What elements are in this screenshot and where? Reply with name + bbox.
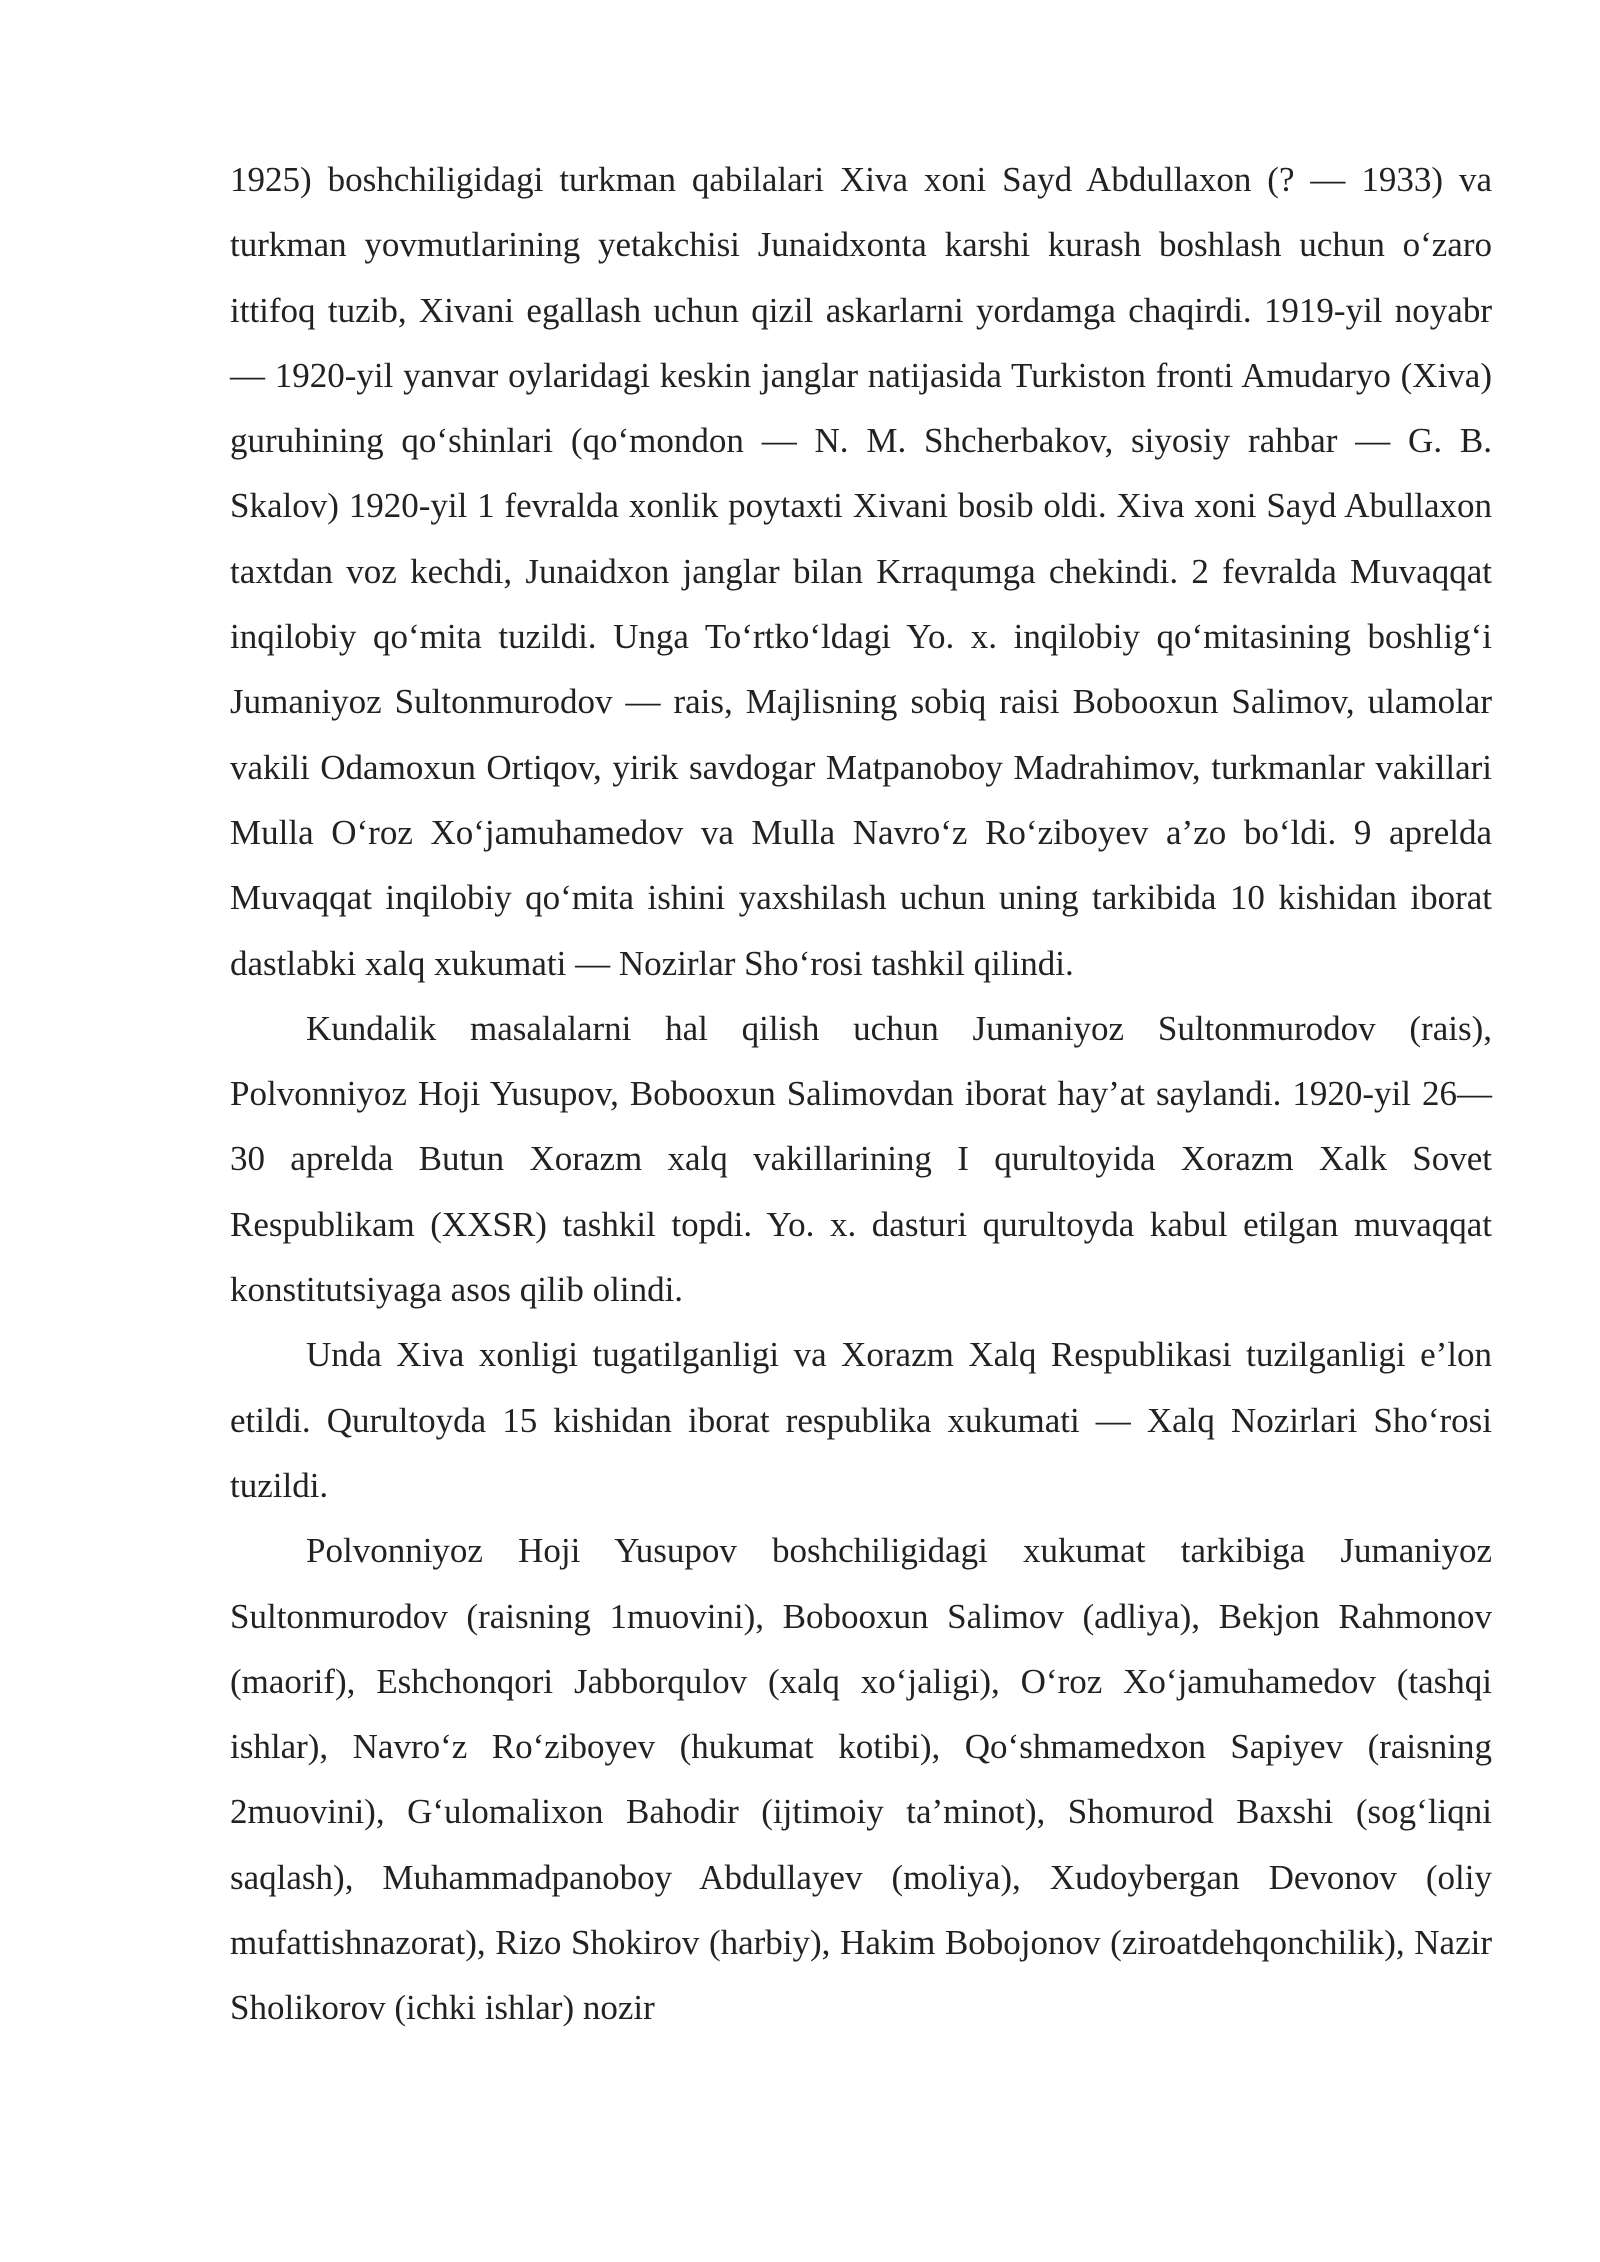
body-text bbox=[230, 147, 1492, 2041]
paragraph-3: Unda Xiva xonligi tugatilganligi va Xorazm Xalq Respublikasi tuzilganligi e’lon etildi. Qurultoyda 15 kishidan iborat respublika xukumati — Xalq Nozirlari Sho‘rosi tuzildi. bbox=[230, 1335, 1492, 1505]
paragraph-2: Kundalik masalalarni hal qilish uchun Jumaniyoz Sultonmurodov (rais), Polvonniyoz Hoji Yusupov, Bobooxun Salimovdan iborat hay’at saylandi. 1920-yil 26—30 aprelda Butun Xorazm xalq vakillarining I qurultoyida Xorazm Xalk Sovet Respublikam (XXSR) tashkil topdi. Yo. x. dasturi qurultoyda kabul etilgan muvaqqat konstitutsiyaga asos qilib olindi. bbox=[230, 1008, 1492, 1310]
paragraph-1: 1925) boshchiligidagi turkman qabilalari Xiva xoni Sayd Abdullaxon (? — 1933) va turkman yovmutlarining yetakchisi Junaidxonta karshi kurash boshlash uchun o‘zaro ittifoq tuzib, Xivani egallash uchun qizil askarlarni yordamga chaqirdi. 1919-yil noyabr — 1920-yil yanvar oylaridagi keskin janglar natijasida Turkiston fronti Amudaryo (Xiva) guruhining qo‘shinlari (qo‘mondon — N. M. Shcherbakov, siyosiy rahbar — G. B. Skalov) 1920-yil 1 fevralda xonlik poytaxti Xivani bosib oldi. Xiva xoni Sayd Abullaxon taxtdan voz kechdi, Junaidxon janglar bilan Krraqumga chekindi. 2 fevralda Muvaqqat inqilobiy qo‘mita tuzildi. Unga To‘rtko‘ldagi Yo. x. inqilobiy qo‘mitasining boshlig‘i Jumaniyoz Sultonmurodov — rais, Majlisning sobiq raisi Bobooxun Salimov, ulamolar vakili Odamoxun Ortiqov, yirik savdogar Matpanoboy Madrahimov, turkmanlar vakillari Mulla O‘roz Xo‘jamuhamedov va Mulla Navro‘z Ro‘ziboyev a’zo bo‘ldi. 9 aprelda Muvaqqat inqilobiy qo‘mita ishini yaxshilash uchun uning tarkibida 10 kishidan iborat dastlabki xalq xukumati — Nozirlar Sho‘rosi tashkil qilindi. bbox=[230, 160, 1492, 983]
paragraph-4: Polvonniyoz Hoji Yusupov boshchiligidagi xukumat tarkibiga Jumaniyoz Sultonmurodov (raisning 1muovini), Bobooxun Salimov (adliya), Bekjon Rahmonov (maorif), Eshchonqori Jabborqulov (xalq xo‘jaligi), O‘roz Xo‘jamuhamedov (tashqi ishlar), Navro‘z Ro‘ziboyev (hukumat kotibi), Qo‘shmamedxon Sapiyev (raisning 2muovini), G‘ulomalixon Bahodir (ijtimoiy ta’minot), Shomurod Baxshi (sog‘liqni saqlash), Muhammadpanoboy Abdullayev (moliya), Xudoybergan Devonov (oliy mufattishnazorat), Rizo Shokirov (harbiy), Hakim Bobojonov (ziroatdehqonchilik), Nazir Sholikorov (ichki ishlar) nozir bbox=[230, 1531, 1492, 2028]
